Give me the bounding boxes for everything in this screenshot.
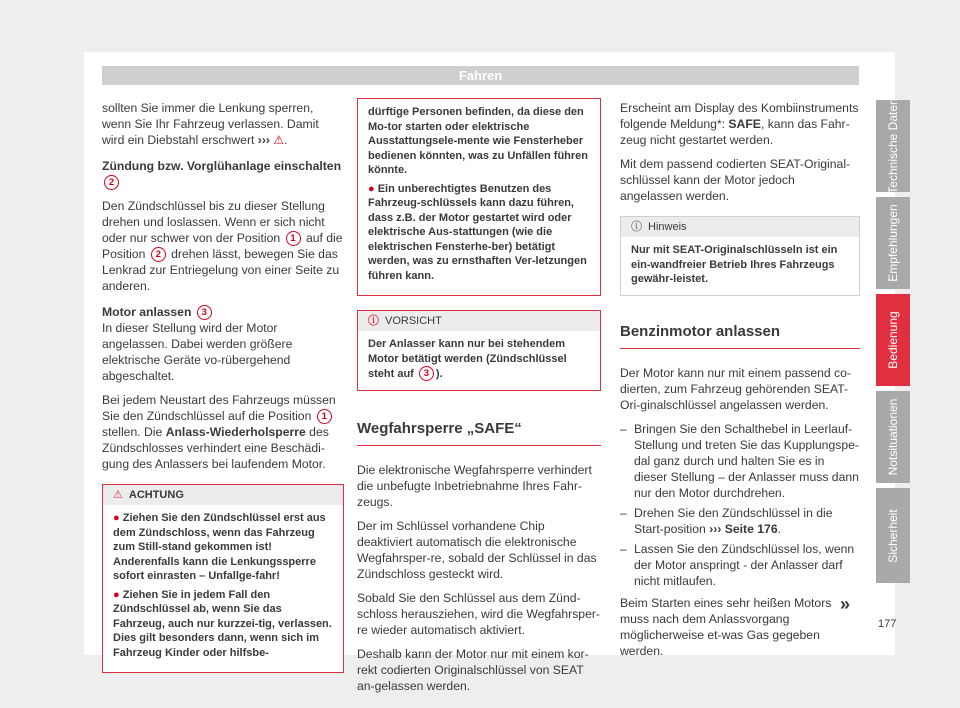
paragraph: Bei jedem Neustart des Fahrzeugs müssen Sie den Zündschlüssel auf die Position 1 stellen. Die Anlass-Wiederholsperre des Zündschlosses verhindert eine Beschädi-gung des Anlassers bei laufendem Motor. [102, 393, 336, 471]
paragraph: sollten Sie immer die Lenkung sperren, wenn Sie Ihr Fahrzeug verlassen. Damit wird ein Diebstahl erschwert ››› ⚠. [102, 101, 319, 147]
page-number: 177 [878, 618, 897, 630]
paragraph: In dieser Stellung wird der Motor angelassen. Dabei werden größere elektrische Geräte vo-rübergehend abgeschaltet. [102, 321, 293, 383]
reference-arrow[interactable]: ››› [257, 133, 270, 147]
warning-header: ⚠ ACHTUNG [103, 485, 343, 505]
warning-bullet: ● Ziehen Sie in jedem Fall den Zündschlüssel ab, wenn Sie das Fahrzeug, auch nur kurzzei-tig, verlassen. Dies gilt besonders dann, wenn sich im Fahrzeug Kinder oder hilfsbe- [113, 588, 332, 659]
warning-triangle-icon: ⚠ [273, 133, 285, 147]
column-2 [357, 100, 601, 702]
warning-bullet: ● Ein unberechtigtes Benutzen des Fahrzeug-schlüssels kann dazu führen, dass z.B. der Motor gestartet wird oder elektrische Aus-stattungen (wie die elektrischen Fensterhe-ber) betätigt werden, was zu ernsthaften Ver-letzungen führen kann. [368, 182, 587, 282]
step-item: – Lassen Sie den Zündschlüssel los, wenn der Motor anspringt - der Anlasser darf nicht mitlaufen. [620, 541, 860, 589]
step-item: – Drehen Sie den Zündschlüssel in die Start-position ››› Seite 176. [620, 505, 860, 537]
heading-starter: Motor anlassen 3 [102, 304, 344, 320]
paragraph: Die elektronische Wegfahrsperre verhindert die unbefugte Inbetriebnahme Ihres Fahr-zeugs. [357, 462, 592, 509]
caution-circle-icon: ⓘ [368, 315, 379, 327]
heading-ignition: Zündung bzw. Vorglühanlage einschalten 2 [102, 159, 342, 188]
paragraph: Der im Schlüssel vorhandene Chip deaktiviert automatisch die elektronische Wegfahrsper-re, sobald der Schlüssel in das Zündschloss gesteckt wird. [357, 518, 597, 581]
bullet-icon: ● [368, 182, 375, 195]
tab-bedienung[interactable]: Bedienung [876, 294, 910, 386]
paragraph: Mit dem passend codierten SEAT-Original-schlüssel kann der Motor jedoch angelassen werden. [620, 157, 851, 203]
paragraph: Erscheint am Display des Kombiinstruments folgende Meldung*: SAFE, kann das Fahr-zeug nicht gestartet werden. [620, 101, 859, 147]
bullet-icon: ● [113, 588, 120, 601]
tab-notsituationen[interactable]: Notsituationen [876, 391, 910, 483]
paragraph: Sobald Sie den Schlüssel aus dem Zünd-schloss herausziehen, wird die Wegfahrsper-re wieder automatisch aktiviert. [357, 590, 600, 637]
position-2-badge: 2 [151, 247, 166, 262]
hint-header: ⓘ Hinweis [621, 217, 859, 237]
caution-box [357, 310, 601, 391]
hint-text: Nur mit SEAT-Originalschlüsseln ist ein ein-wandfreier Betrieb Ihres Fahrzeugs gewähr-leistet. [631, 244, 838, 285]
continue-arrow-icon: » [840, 594, 851, 614]
section-title-wegfahrsperre: Wegfahrsperre „SAFE“ [357, 421, 601, 446]
tab-sicherheit[interactable]: Sicherheit [876, 488, 910, 583]
warning-box-continued [357, 98, 601, 296]
column-3 [620, 100, 860, 667]
page-header: Fahren [102, 66, 859, 85]
warning-bullet: ● Ziehen Sie den Zündschlüssel erst aus dem Zündschloss, wenn das Fahrzeug zum Still-stand gekommen ist! Anderenfalls kann die Lenkungssperre sofort einrasten – Unfallge-fahr! [113, 512, 326, 582]
warning-continued-text: dürftige Personen befinden, da diese den Mo-tor starten oder elektrische Ausstattungsele-mente wie Fensterheber bedienen könnten, was zu Unfällen führen könnte. [368, 106, 589, 176]
step-item: – Bringen Sie den Schalthebel in Leerlauf-Stellung und treten Sie das Kupplungspe-dal ganz durch und halten Sie es in dieser Stellung – der Anlasser muss dann nur den Motor durchdrehen. [620, 421, 860, 501]
position-1-badge: 1 [317, 409, 332, 424]
position-2-badge: 2 [104, 175, 119, 190]
position-1-badge: 1 [286, 231, 301, 246]
warning-box [102, 484, 344, 673]
hint-box [620, 216, 860, 296]
caution-text: Der Anlasser kann nur bei stehendem Motor betätigt werden (Zündschlüssel steht auf 3 ). [368, 338, 567, 380]
paragraph: Deshalb kann der Motor nur mit einem kor-rekt codierten Originalschlüssel von SEAT an-gelassen werden. [357, 646, 589, 693]
section-title-benzinmotor: Benzinmotor anlassen [620, 324, 860, 349]
paragraph: Beim Starten eines sehr heißen Motors muss nach dem Anlassvorgang möglicherweise et-was Gas gegeben werden. [620, 595, 832, 658]
position-3-badge: 3 [197, 305, 212, 320]
caution-header: ⓘ VORSICHT [358, 311, 600, 331]
position-3-badge: 3 [419, 366, 434, 381]
tab-empfehlungen[interactable]: Empfehlungen [876, 197, 910, 289]
paragraph: Den Zündschlüssel bis zu dieser Stellung drehen und loslassen. Wenn er sich nicht oder nur schwer von der Position 1 auf die Position 2 drehen lässt, bewegen Sie das Lenkrad zur Entriegelung von einer Seite zu anderen. [102, 199, 343, 293]
info-icon: ⓘ [631, 221, 642, 233]
page-reference-link[interactable]: ››› Seite 176 [709, 521, 778, 536]
tab-technische-daten[interactable]: Technische Daten [876, 100, 910, 192]
column-1 [102, 100, 344, 673]
bullet-icon: ● [113, 512, 120, 524]
paragraph: Der Motor kann nur mit einem passend co-dierten, zum Fahrzeug gehörenden SEAT-Ori-ginalschlüssel angelassen werden. [620, 365, 851, 412]
warning-triangle-icon: ⚠ [113, 489, 123, 501]
